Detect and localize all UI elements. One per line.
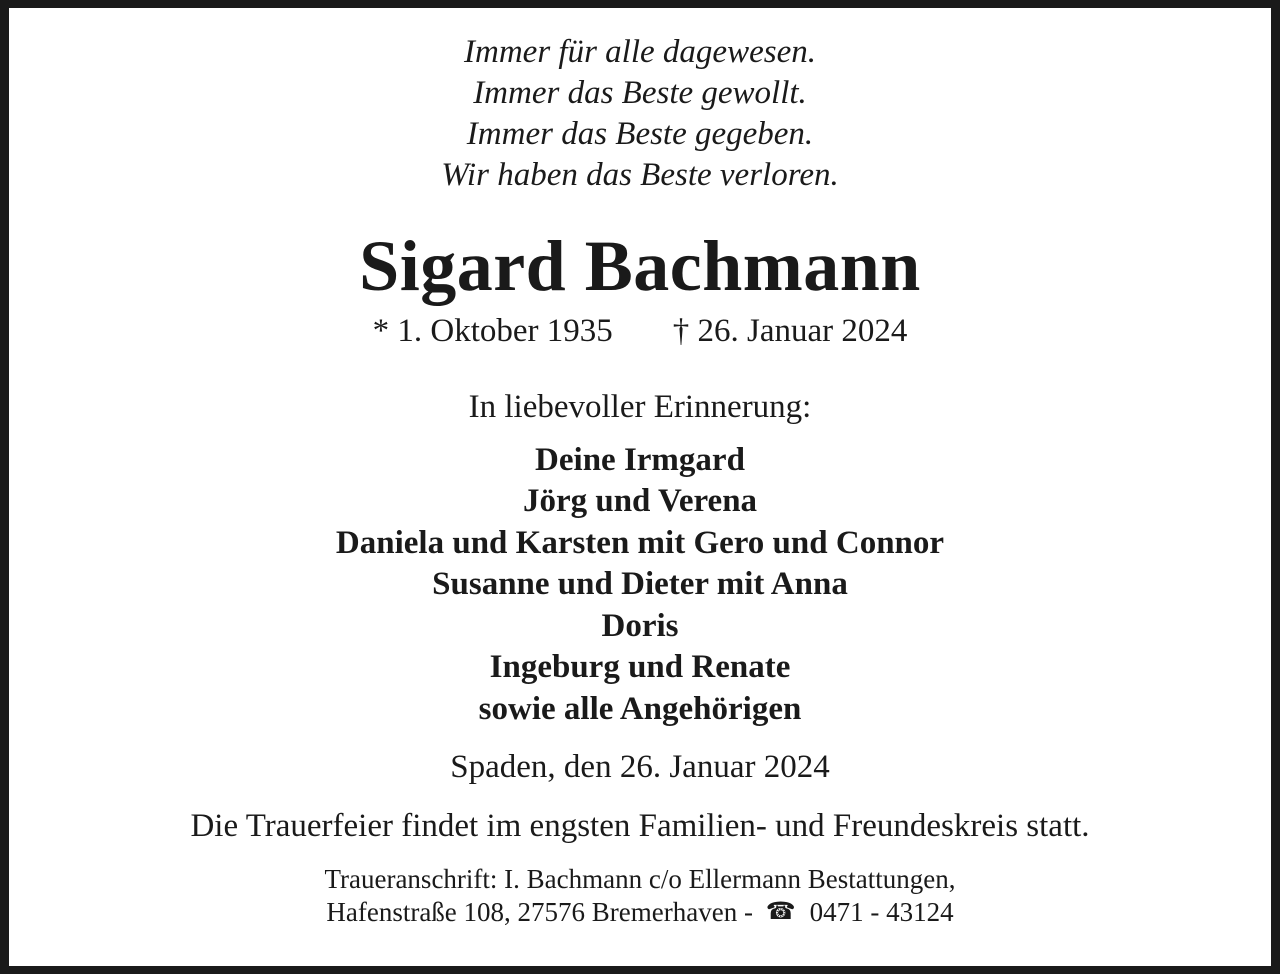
death-date: † 26. Januar 2024: [672, 313, 908, 349]
phone-number: 0471 - 43124: [809, 897, 954, 927]
poem-line-4: Wir haben das Beste verloren.: [441, 157, 839, 193]
mourner-line-4: Susanne und Dieter mit Anna: [432, 566, 848, 602]
mourner-line-7: sowie alle Angehörigen: [478, 691, 802, 727]
mourner-line-3: Daniela und Karsten mit Gero und Connor: [335, 525, 945, 561]
place-date: Spaden, den 26. Januar 2024: [450, 749, 830, 785]
address-street: Hafenstraße 108, 27576 Bremerhaven -: [326, 897, 753, 927]
deceased-name: Sigard Bachmann: [359, 226, 921, 306]
poem-line-2: Immer das Beste gewollt.: [473, 75, 807, 111]
poem-line-1: Immer für alle dagewesen.: [464, 34, 816, 70]
mourner-line-5: Doris: [601, 608, 679, 644]
mourner-line-6: Ingeburg und Renate: [489, 649, 791, 685]
poem-line-3: Immer das Beste gegeben.: [466, 116, 814, 152]
address-line-2: [0, 899, 1280, 926]
ceremony-note: Die Trauerfeier findet im engsten Familien- und Freundeskreis statt.: [190, 808, 1090, 844]
mourner-line-1: Deine Irmgard: [535, 442, 745, 478]
life-dates: [0, 315, 1280, 348]
mourner-line-2: Jörg und Verena: [522, 483, 758, 519]
telephone-icon: ☎: [765, 899, 796, 925]
birth-date: * 1. Oktober 1935: [372, 313, 613, 349]
memory-line: In liebevoller Erinnerung:: [468, 389, 812, 425]
address-line-1: Traueranschrift: I. Bachmann c/o Ellermann Bestattungen,: [324, 864, 956, 894]
